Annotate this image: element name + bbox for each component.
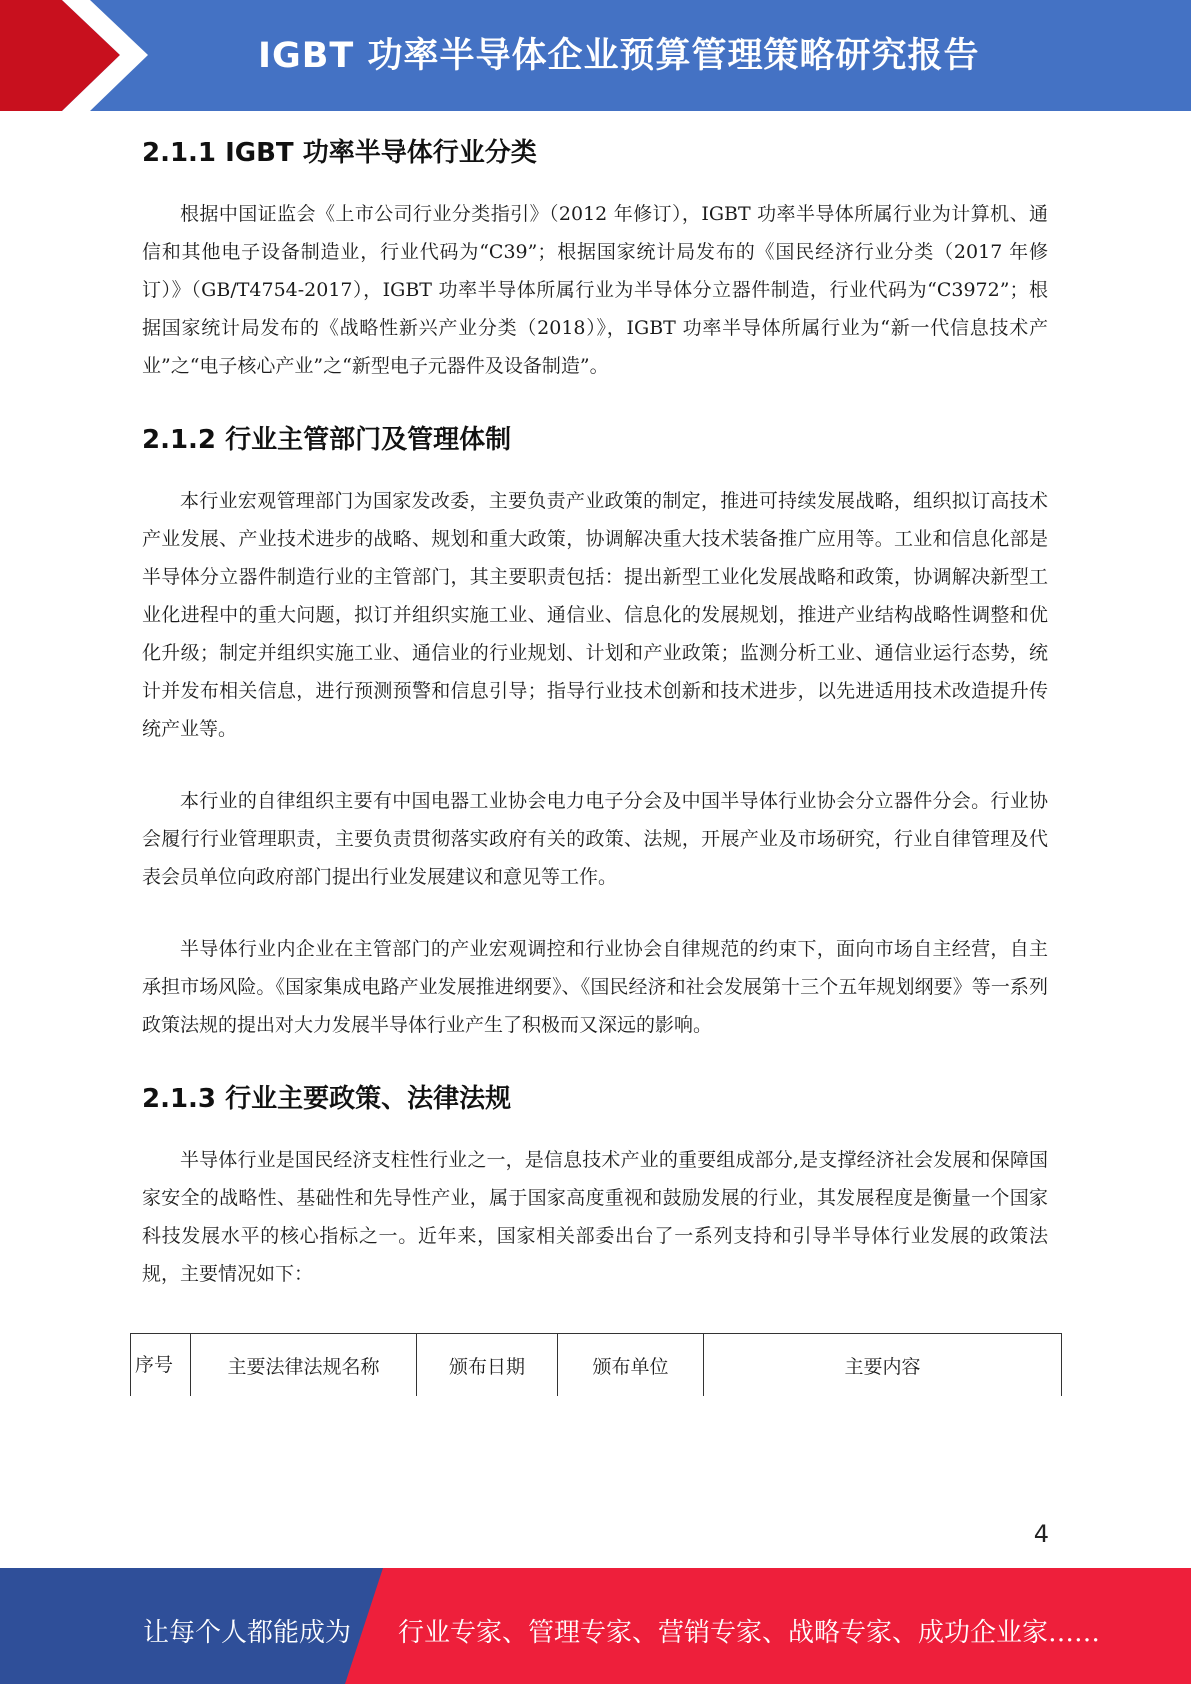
header-banner: [0, 0, 1191, 111]
paragraph: 本行业宏观管理部门为国家发改委，主要负责产业政策的制定，推进可持续发展战略，组织拟订高技术产业发展、产业技术进步的战略、规划和重大政策，协调解决重大技术装备推广应用等。工业和信息化部是半导体分立器件制造行业的主管部门，其主要职责包括：提出新型工业化发展战略和政策，协调解决新型工业化进程中的重大问题，拟订并组织实施工业、通信业、信息化的发展规划，推进产业结构战略性调整和优化升级；制定并组织实施工业、通信业的行业规划、计划和产业政策；监测分析工业、通信业运行态势，统计并发布相关信息，进行预测预警和信息引导；指导行业技术创新和技术进步，以先进适用技术改造提升传统产业等。: [142, 490, 1048, 740]
report-title: IGBT 功率半导体企业预算管理策略研究报告: [258, 36, 980, 76]
paragraph: 根据中国证监会《上市公司行业分类指引》（2012 年修订），IGBT 功率半导体所属行业为计算机、通信和其他电子设备制造业，行业代码为“C39”；根据国家统计局发布的《国民经济行业分类（2017 年修订）》（GB/T4754-2017），IGBT 功率半导体所属行业为半导体分立器件制造，行业代码为“C3972”；根据国家统计局发布的《战略性新兴产业分类（2018）》，IGBT 功率半导体所属行业为“新一代信息技术产业”之“电子核心产业”之“新型电子元器件及设备制造”。: [142, 203, 1048, 377]
column-header-content: 主要内容: [704, 1334, 1062, 1397]
footer-slogan-right: 行业专家、管理专家、营销专家、战略专家、成功企业家……: [398, 1618, 1101, 1648]
column-header-date: 颁布日期: [417, 1334, 558, 1397]
paragraph: 本行业的自律组织主要有中国电器工业协会电力电子分会及中国半导体行业协会分立器件分会。行业协会履行行业管理职责，主要负责贯彻落实政府有关的政策、法规，开展产业及市场研究，行业自律管理及代表会员单位向政府部门提出行业发展建议和意见等工作。: [142, 790, 1048, 888]
section-heading: 2.1.3 行业主要政策、法律法规: [142, 1084, 512, 1114]
column-header-name: 主要法律法规名称: [191, 1334, 417, 1397]
column-header-index: 序号: [131, 1334, 191, 1397]
footer-slogan-left: 让每个人都能成为: [143, 1618, 352, 1648]
policy-table: [130, 1333, 1062, 1396]
paragraph: 半导体行业是国民经济支柱性行业之一，是信息技术产业的重要组成部分,是支撑经济社会发展和保障国家安全的战略性、基础性和先导性产业，属于国家高度重视和鼓励发展的行业，其发展程度是衡量一个国家科技发展水平的核心指标之一。近年来，国家相关部委出台了一系列支持和引导半导体行业发展的政策法规，主要情况如下：: [142, 1149, 1048, 1285]
document-body: [142, 118, 1048, 1311]
section-heading: 2.1.2 行业主管部门及管理体制: [142, 425, 512, 455]
column-header-issuer: 颁布单位: [558, 1334, 704, 1397]
section-heading: 2.1.1 IGBT 功率半导体行业分类: [142, 138, 537, 168]
footer-banner: [0, 1568, 1191, 1684]
page-number: 4: [1033, 1520, 1049, 1548]
paragraph: 半导体行业内企业在主管部门的产业宏观调控和行业协会自律规范的约束下，面向市场自主经营，自主承担市场风险。《国家集成电路产业发展推进纲要》、《国民经济和社会发展第十三个五年规划纲要》等一系列政策法规的提出对大力发展半导体行业产生了积极而又深远的影响。: [142, 938, 1048, 1036]
table-header-row: [131, 1334, 1062, 1397]
